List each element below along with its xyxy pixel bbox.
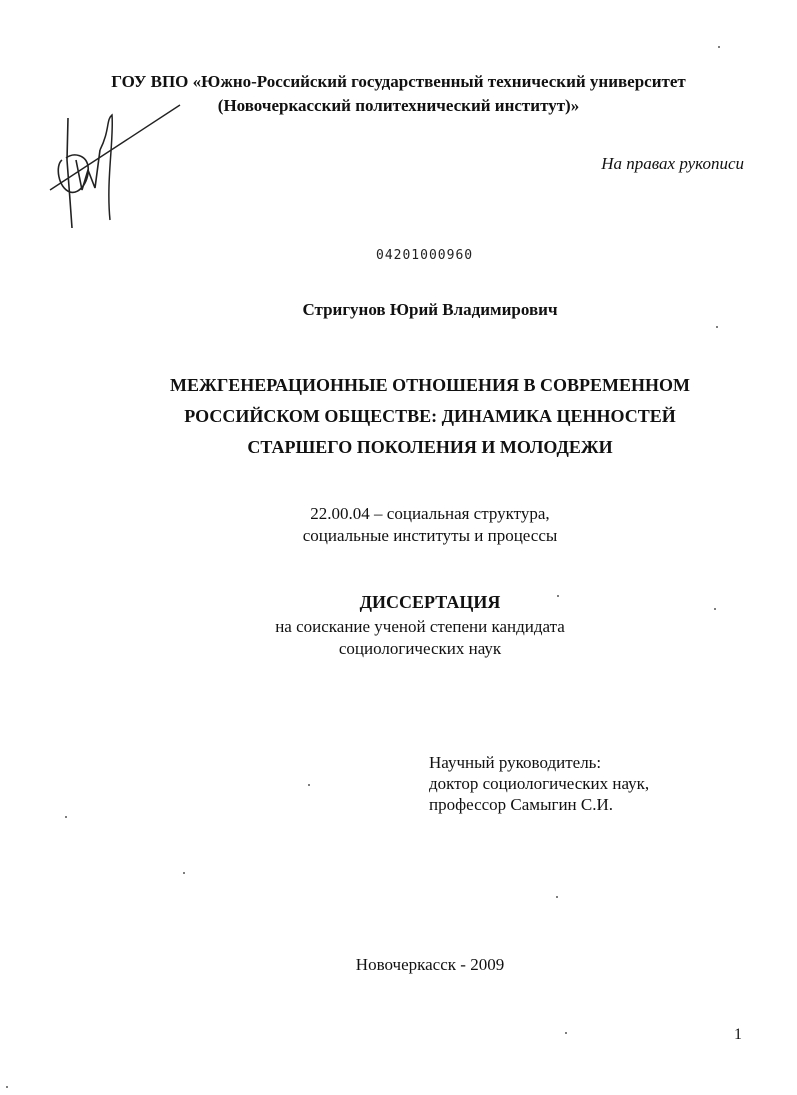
- document-type-heading: ДИССЕРТАЦИЯ: [359, 592, 501, 612]
- title-line-3: СТАРШЕГО ПОКОЛЕНИЯ И МОЛОДЕЖИ: [247, 437, 613, 457]
- manuscript-rights-note: На правах рукописи: [601, 154, 744, 173]
- scan-speck: [714, 608, 716, 610]
- supervisor-degree: доктор социологических наук,: [429, 774, 650, 793]
- place-and-year: Новочеркасск - 2009: [355, 955, 505, 974]
- scan-speck: [565, 1032, 567, 1034]
- scan-speck: [556, 896, 558, 898]
- author-name: Стригунов Юрий Владимирович: [302, 300, 558, 319]
- scan-speck: [183, 872, 185, 874]
- supervisor-block: [429, 752, 649, 815]
- specialty-block: [20, 503, 797, 547]
- scan-speck: [65, 816, 67, 818]
- supervisor-label: Научный руководитель:: [429, 753, 602, 772]
- degree-line-2: социологических наук: [338, 639, 502, 658]
- scan-speck: [557, 595, 559, 597]
- title-line-2: РОССИЙСКОМ ОБЩЕСТВЕ: ДИНАМИКА ЦЕННОСТЕЙ: [184, 406, 676, 426]
- institution-line-1: ГОУ ВПО «Южно-Российский государственный технический университет: [111, 72, 686, 91]
- scan-speck: [716, 326, 718, 328]
- institution-line-2: (Новочеркасский политехнический институт)»: [217, 96, 580, 115]
- dissertation-title: [20, 370, 797, 463]
- scan-speck: [718, 46, 720, 48]
- supervisor-name: профессор Самыгин С.И.: [429, 795, 614, 814]
- scan-speck: [308, 784, 310, 786]
- registration-code: 04201000960: [376, 248, 474, 263]
- specialty-line-1: 22.00.04 – социальная структура,: [310, 504, 550, 523]
- page-number: 1: [734, 1026, 742, 1043]
- handwritten-signature: [40, 100, 190, 230]
- degree-description: [10, 616, 797, 660]
- title-line-1: МЕЖГЕНЕРАЦИОННЫЕ ОТНОШЕНИЯ В СОВРЕМЕННОМ: [170, 375, 690, 395]
- specialty-line-2: социальные институты и процессы: [302, 526, 558, 545]
- scan-speck: [6, 1086, 8, 1088]
- degree-line-1: на соискание ученой степени кандидата: [275, 617, 565, 636]
